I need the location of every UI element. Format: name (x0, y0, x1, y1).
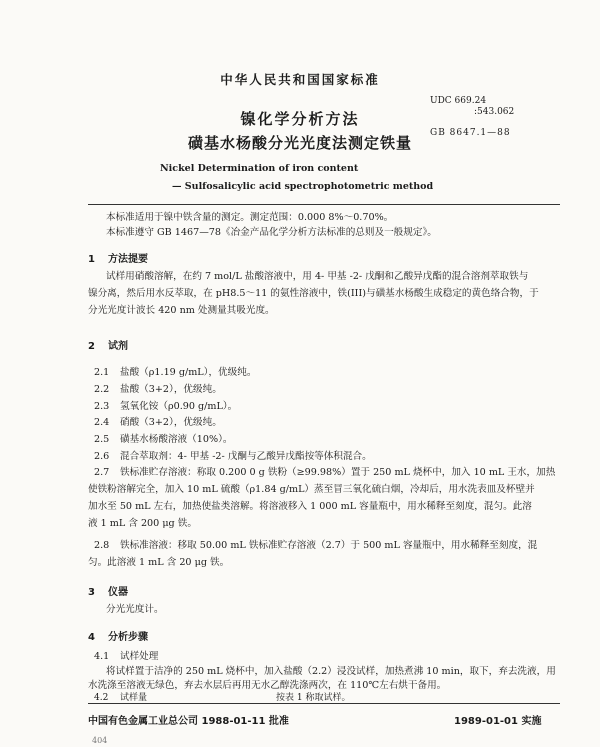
section-3-heading (88, 583, 128, 598)
reagent-item-2-7-line1 (94, 464, 555, 478)
item-number: 2.8 (94, 540, 110, 551)
section-title: 分析步骤 (108, 632, 148, 643)
item-text: 铁标准溶液：移取 50.00 mL 铁标准贮存溶液（2.7）于 500 mL 容量瓶中，用水稀释至刻度，混 (120, 540, 538, 551)
item-number: 2.4 (94, 417, 110, 428)
effective-date: 1989-01-01 实施 (454, 716, 542, 727)
reagent-item (94, 448, 372, 462)
reagent-item-2-7-line4: 液 1 mL 含 200 μg 铁。 (88, 518, 197, 529)
section-number: 1 (88, 254, 95, 265)
section-1-heading (88, 250, 148, 265)
item-text: 盐酸（3+2），优级纯。 (120, 384, 222, 395)
section-4-heading (88, 628, 148, 643)
item-number: 4.2 (94, 693, 109, 703)
section-title: 试剂 (108, 341, 128, 352)
page-number: 404 (92, 736, 108, 745)
section-1-text-line3: 分光光度计波长 420 nm 处测量其吸光度。 (88, 305, 275, 316)
item-number: 2.3 (94, 401, 110, 412)
section-1-text-line2: 镍分离，然后用水反萃取，在 pH8.5～11 的氨性溶液中，铁(III)与磺基水杨酸生成稳定的黄色络合物，于 (88, 288, 539, 299)
section-number: 2 (88, 341, 95, 352)
section-number: 4 (88, 632, 95, 643)
item-number: 2.1 (94, 367, 110, 378)
item-text: 氢氧化铵（ρ0.90 g/mL）。 (120, 401, 238, 412)
gb-number: GB 8647.1—88 (430, 128, 511, 138)
item-text: 混合萃取剂：4- 甲基 -2- 戊酮与乙酸异戊酯按等体积混合。 (120, 451, 372, 462)
item-text: 铁标准贮存溶液：称取 0.200 0 g 铁粉（≥99.98%）置于 250 mL 烧杯中，加入 10 mL 王水，加热 (120, 467, 556, 478)
document-title-line1: 镍化学分析方法 (240, 110, 360, 128)
subsection-4-2-text: 按表 1 称取试样。 (276, 693, 351, 703)
subsection-4-2-heading (94, 690, 147, 703)
item-number: 2.6 (94, 451, 110, 462)
top-divider (88, 204, 560, 205)
reagent-item (94, 431, 232, 445)
section-2-heading (88, 337, 128, 352)
reagent-item-2-7-line3: 加水至 50 mL 左右，加热使盐类溶解。将溶液移入 1 000 mL 容量瓶中，用水稀释至刻度，混匀。此溶 (88, 501, 532, 512)
bottom-divider (88, 703, 560, 704)
reagent-item-2-7-line2: 使铁粉溶解完全，加入 10 mL 硫酸（ρ1.84 g/mL）蒸至冒三氧化硫白烟，冷却后，用水洗表皿及杯壁并 (88, 484, 535, 495)
document-title-line2: 磺基水杨酸分光光度法测定铁量 (187, 134, 412, 152)
item-number: 2.2 (94, 384, 110, 395)
section-1-text-line1: 试样用硝酸溶解，在约 7 mol/L 盐酸溶液中，用 4- 甲基 -2- 戊酮和乙酸异戊酯的混合溶剂萃取铁与 (106, 271, 529, 282)
udc-code-continued: :543.062 (474, 107, 515, 117)
item-text: 试样量 (120, 693, 148, 703)
reagent-item-2-8-line2: 匀。此溶液 1 mL 含 20 μg 铁。 (88, 557, 230, 568)
reagent-item (94, 414, 222, 428)
subsection-4-1-heading (94, 648, 158, 662)
section-number: 3 (88, 587, 95, 598)
udc-code: UDC 669.24 (430, 96, 487, 106)
compliance-statement: 本标准遵守 GB 1467—78《冶金产品化学分析方法标准的总则及一般规定》。 (106, 227, 437, 238)
item-text: 盐酸（ρ1.19 g/mL），优级纯。 (120, 367, 257, 378)
item-number: 2.5 (94, 434, 110, 445)
item-number: 4.1 (94, 651, 110, 662)
scope-statement: 本标准适用于镍中铁含量的测定。测定范围：0.000 8%～0.70%。 (106, 212, 394, 223)
section-title: 仪器 (108, 587, 128, 598)
standard-name: 中华人民共和国国家标准 (220, 72, 380, 87)
section-title: 方法提要 (108, 254, 148, 265)
item-number: 2.7 (94, 467, 110, 478)
approval-statement: 中国有色金属工业总公司 1988-01-11 批准 (88, 716, 289, 727)
english-title-line1: Nickel Determination of iron content (160, 163, 359, 174)
reagent-item (94, 364, 256, 378)
item-text: 磺基水杨酸溶液（10%）。 (120, 434, 233, 445)
reagent-item (94, 381, 222, 395)
subsection-4-1-line1: 将试样置于洁净的 250 mL 烧杯中，加入盐酸（2.2）浸没试样，加热煮沸 10 min，取下，弃去洗液，用 (106, 666, 556, 677)
english-title-line2: — Sulfosalicylic acid spectrophotometric method (172, 181, 434, 192)
item-text: 硝酸（3+2），优级纯。 (120, 417, 222, 428)
reagent-item (94, 398, 237, 412)
section-3-text: 分光光度计。 (106, 604, 164, 615)
reagent-item-2-8-line1 (94, 537, 537, 551)
subsection-4-1-line2: 水洗涤至溶液无绿色，弃去水层后再用无水乙醇洗涤两次，在 110℃左右烘干备用。 (88, 680, 447, 691)
item-text: 试样处理 (120, 651, 159, 662)
